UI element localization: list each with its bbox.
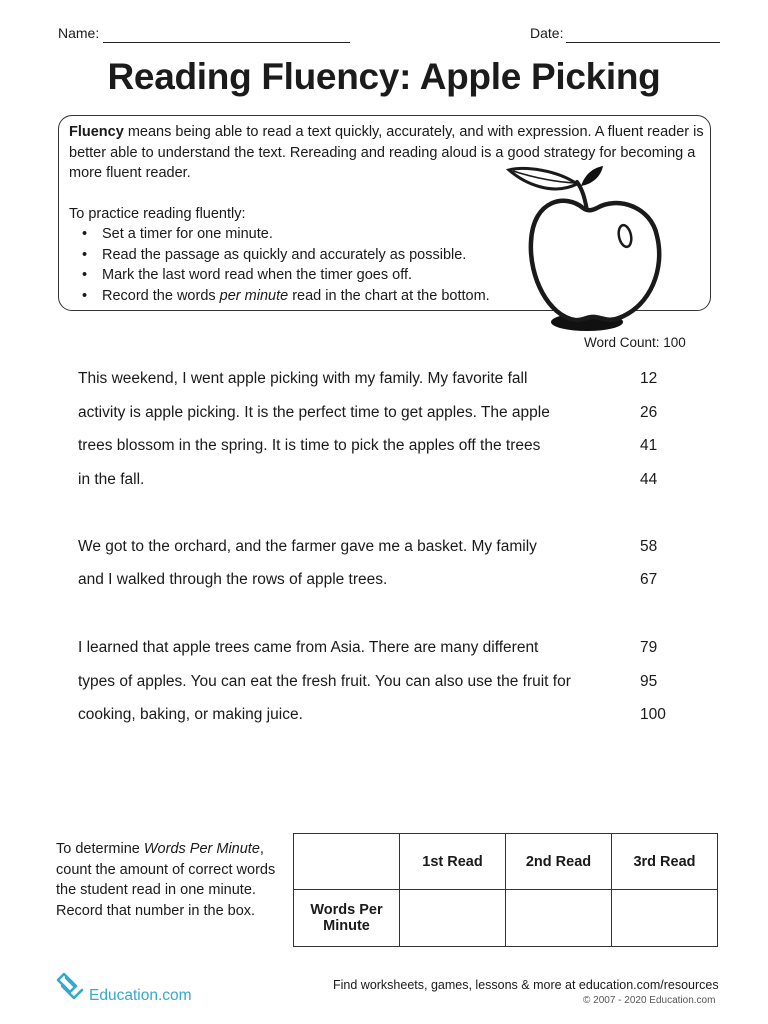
name-field[interactable] bbox=[103, 42, 350, 43]
step-item: • Record the words per minute read in the chart at the bottom. bbox=[76, 286, 490, 307]
column-header-1st-read: 1st Read bbox=[400, 834, 506, 890]
running-word-count: 100 bbox=[640, 706, 666, 723]
running-word-count: 58 bbox=[640, 538, 658, 555]
running-word-count: 12 bbox=[640, 370, 658, 387]
footer-tagline: Find worksheets, games, lessons & more at education.com/resources bbox=[333, 978, 719, 992]
step-item: • Read the passage as quickly and accurately as possible. bbox=[76, 245, 490, 266]
passage-line: in the fall. bbox=[78, 471, 145, 488]
passage-line: This weekend, I went apple picking with my family. My favorite fall bbox=[78, 370, 528, 387]
step-item: • Set a timer for one minute. bbox=[76, 224, 490, 245]
column-header-2nd-read: 2nd Read bbox=[506, 834, 612, 890]
running-word-count: 67 bbox=[640, 571, 658, 588]
wpm-entry-cell[interactable] bbox=[506, 890, 612, 947]
passage-line: We got to the orchard, and the farmer gave me a basket. My family bbox=[78, 538, 537, 555]
passage-line: types of apples. You can eat the fresh fruit. You can also use the fruit for bbox=[78, 673, 571, 690]
row-label-words-per-minute: Words Per Minute bbox=[294, 890, 400, 947]
running-word-count: 41 bbox=[640, 437, 658, 454]
brand-name: Education.com bbox=[89, 987, 192, 1004]
wpm-entry-cell[interactable] bbox=[612, 890, 718, 947]
running-word-count: 44 bbox=[640, 471, 658, 488]
running-word-count: 79 bbox=[640, 639, 658, 656]
fluency-term: Fluency bbox=[69, 124, 124, 140]
word-count: Word Count: 100 bbox=[584, 335, 686, 350]
table-corner-cell bbox=[294, 834, 400, 890]
running-word-count: 95 bbox=[640, 673, 658, 690]
copyright: © 2007 - 2020 Education.com bbox=[583, 995, 716, 1006]
passage-line: and I walked through the rows of apple trees. bbox=[78, 571, 388, 588]
running-word-count: 26 bbox=[640, 404, 658, 421]
passage-line: trees blossom in the spring. It is time to pick the apples off the trees bbox=[78, 437, 541, 454]
passage-line: cooking, baking, or making juice. bbox=[78, 706, 303, 723]
step-item: • Mark the last word read when the timer goes off. bbox=[76, 265, 490, 286]
wpm-entry-cell[interactable] bbox=[400, 890, 506, 947]
practice-heading: To practice reading fluently: bbox=[69, 206, 246, 222]
passage-line: activity is apple picking. It is the perfect time to get apples. The apple bbox=[78, 404, 550, 421]
practice-steps bbox=[76, 224, 490, 306]
education-logo-icon bbox=[52, 970, 88, 1006]
wpm-table bbox=[293, 833, 718, 947]
date-field[interactable] bbox=[566, 42, 720, 43]
column-header-3rd-read: 3rd Read bbox=[612, 834, 718, 890]
apple-illustration bbox=[505, 160, 680, 340]
wpm-instructions: To determine Words Per Minute, count the amount of correct words the student read in one minute. Record that number in the box. bbox=[56, 841, 276, 919]
definition-text: means being able to read a text quickly, accurately, and with expression. A fluent reader is better able to understand the text. Rereading and reading aloud is a good strategy for becoming a more fluent reader. bbox=[69, 124, 704, 181]
passage-line: I learned that apple trees came from Asia. There are many different bbox=[78, 639, 539, 656]
date-label: Date: bbox=[530, 25, 564, 41]
name-label: Name: bbox=[58, 25, 100, 41]
page-title: Reading Fluency: Apple Picking bbox=[107, 56, 661, 97]
